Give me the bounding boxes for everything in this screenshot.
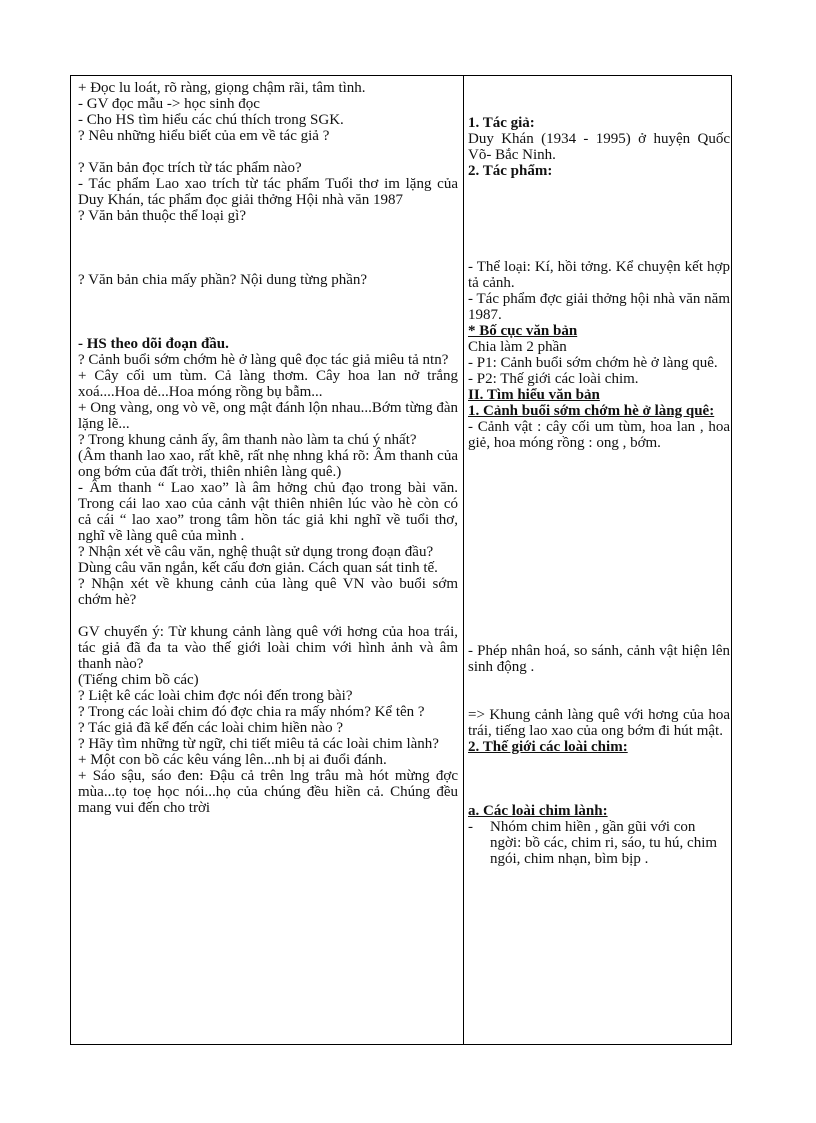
question-source: ? Văn bản đọc trích từ tác phẩm nào? <box>78 160 302 176</box>
question-scene: ? Cảnh buổi sớm chớm hè ở làng quê đọc tác giả miêu tả ntn? <box>78 352 449 368</box>
explanation-lao-xao: - Âm thanh “ Lao xao” là âm hởng chủ đạo trong bài văn. Trong cái lao xao của cảnh vật thiên nhiên lúc vào hè còn có cả cái “ lao xao” trong tâm hồn tác giả khi nghĩ về tuổi thơ, nghĩ về làng quê của mình . <box>78 480 458 544</box>
bullet-dash: - <box>468 819 473 835</box>
award-info: - Tác phẩm đợc giải thởng hội nhà văn năm 1987. <box>468 291 730 323</box>
teacher-transition: GV chuyển ý: Từ khung cảnh làng quê với hơng của hoa trái, tác giả đã đa ta vào thế giới loài chim với hình ảnh và âm thanh nào? <box>78 624 458 672</box>
section-heading: - HS theo dõi đoạn đầu. <box>78 336 229 352</box>
question-details: ? Hãy tìm những từ ngữ, chi tiết miêu tả các loài chim lành? <box>78 736 439 752</box>
heading-author: 1. Tác giả: <box>468 115 535 131</box>
answer-source: - Tác phẩm Lao xao trích từ tác phẩm Tuổi thơ im lặng của Duy Khán, tác phẩm đọc giải thởng Hội nhà văn 1987 <box>78 176 458 208</box>
question-structure: ? Văn bản chia mấy phần? Nội dung từng phần? <box>78 272 368 288</box>
structure-part-2: - P2: Thế giới các loài chim. <box>468 371 639 387</box>
gentle-birds-text: Nhóm chim hiền , gần gũi với con ngời: bồ các, chim ri, sáo, tu hú, chim ngói, chim nhạn, bìm bịp . <box>490 819 718 867</box>
scene-details: - Cảnh vật : cây cối um tùm, hoa lan , hoa giẻ, hoa móng rồng : ong , bớm. <box>468 419 730 451</box>
heading-birds: 2. Thế giới các loài chim: <box>468 739 628 755</box>
genre-info: - Thể loại: Kí, hồi tởng. Kể chuyện kết hợp tả cảnh. <box>468 259 730 291</box>
answer-bird-sound: (Tiếng chim bồ các) <box>78 672 199 688</box>
answer-bo-cac: + Một con bồ các kêu váng lên...nh bị ai đuổi đánh. <box>78 752 387 768</box>
question-sound: ? Trong khung cảnh ấy, âm thanh nào làm ta chú ý nhất? <box>78 432 417 448</box>
answer-style: Dùng câu văn ngắn, kết cấu đơn giản. Cách quan sát tinh tế. <box>78 560 438 576</box>
heading-work: 2. Tác phẩm: <box>468 163 553 179</box>
content-table <box>70 75 732 1045</box>
question-list-birds: ? Liệt kê các loài chim đợc nói đến trong bài? <box>78 688 353 704</box>
question-style: ? Nhận xét về câu văn, nghệ thuật sử dụng trong đoạn đầu? <box>78 544 434 560</box>
heading-structure: * Bố cục văn bản <box>468 323 578 339</box>
question-landscape: ? Nhận xét về khung cảnh của làng quê VN vào buổi sớm chớm hè? <box>78 576 458 608</box>
answer-sao: + Sáo sậu, sáo đen: Đậu cả trên lng trâu mà hót mừng đợc mùa...tọ toẹ học nói...họ của chúng đều hiền cả. Chúng đều mang vui đến cho trời <box>78 768 458 816</box>
question-gentle-birds: ? Tác giả đã kể đến các loài chim hiền nào ? <box>78 720 344 736</box>
left-column <box>78 80 458 816</box>
gentle-birds-item <box>468 819 730 867</box>
heading-analysis: II. Tìm hiểu văn bản <box>468 387 600 403</box>
teacher-reading: - GV đọc mẫu -> học sinh đọc <box>78 96 260 112</box>
structure-count: Chia làm 2 phần <box>468 339 567 355</box>
heading-gentle-birds: a. Các loài chim lành: <box>468 803 608 819</box>
question-genre: ? Văn bản thuộc thể loại gì? <box>78 208 247 224</box>
rhetoric-note: - Phép nhân hoá, so sánh, cảnh vật hiện lên sinh động . <box>468 643 730 675</box>
heading-morning-scene: 1. Cảnh buổi sớm chớm hè ở làng quê: <box>468 403 715 419</box>
author-info: Duy Khán (1934 - 1995) ở huyện Quốc Võ- Bắc Ninh. <box>468 131 730 163</box>
answer-sound: (Âm thanh lao xao, rất khẽ, rất nhẹ nhng khá rõ: Âm thanh của ong bớm của đất trời, thiên nhiên làng quê.) <box>78 448 458 480</box>
answer-trees: + Cây cối um tùm. Cả làng thơm. Cây hoa lan nở trắng xoá....Hoa dẻ...Hoa móng rồng bụ bẫm... <box>78 368 458 400</box>
footnote-task: - Cho HS tìm hiểu các chú thích trong SGK. <box>78 112 344 128</box>
question-author: ? Nêu những hiểu biết của em về tác giả ? <box>78 128 330 144</box>
structure-part-1: - P1: Cảnh buổi sớm chớm hè ở làng quê. <box>468 355 718 371</box>
scene-conclusion: => Khung cảnh làng quê với hơng của hoa trái, tiếng lao xao của ong bớm đi hút mật. <box>468 707 730 739</box>
right-column <box>468 115 730 867</box>
question-bird-groups: ? Trong các loài chim đó đợc chia ra mấy nhóm? Kể tên ? <box>78 704 425 720</box>
column-divider <box>463 76 464 1044</box>
answer-bees: + Ong vàng, ong vò vẽ, ong mật đánh lộn nhau...Bớm từng đàn lặng lẽ... <box>78 400 458 432</box>
reading-instruction: + Đọc lu loát, rõ ràng, giọng chậm rãi, tâm tình. <box>78 80 366 96</box>
